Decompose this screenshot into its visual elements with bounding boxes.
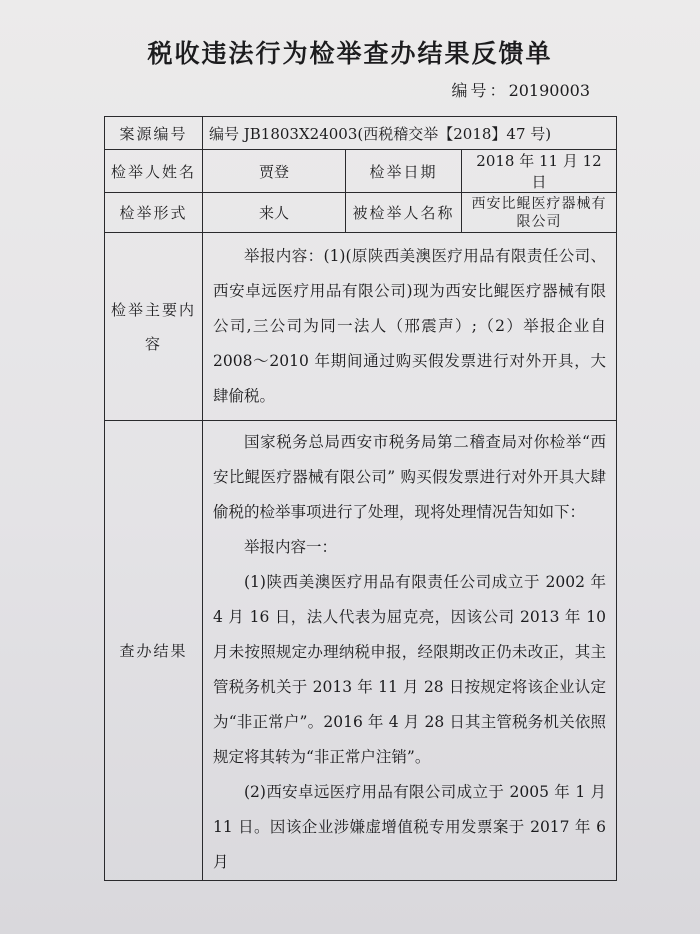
document-number-label: 编号： [451,81,509,100]
document-title: 税收违法行为检举查办结果反馈单 [147,39,553,68]
reporter-name-value: 贾登 [203,150,346,193]
feedback-form-table [104,116,617,881]
reporter-name-label: 检举人姓名 [105,150,203,193]
case-number-value: 编号 JB1803X24003(西税稽交举【2018】47 号) [203,117,617,150]
main-content-text: 举报内容：(1)(原陕西美澳医疗用品有限责任公司、西安卓远医疗用品有限公司)现为西安比鲲医疗器械有限公司,三公司为同一法人（邢震声）;（2）举报企业自2008～2010 年期间通过购买假发票进行对外开具，大肆偷税。 [213,247,607,405]
table-row [105,193,617,233]
result-cell [203,421,617,881]
table-row [105,421,617,881]
main-content-cell [203,233,617,421]
table-row [105,117,617,150]
reported-party-label: 被检举人名称 [346,193,462,233]
result-label: 查办结果 [105,421,203,881]
table-row [105,150,617,193]
report-form-label: 检举形式 [105,193,203,233]
result-paragraph: 举报内容一： [244,538,338,556]
report-form-value: 来人 [203,193,346,233]
report-date-label: 检举日期 [346,150,462,193]
case-number-label: 案源编号 [105,117,203,150]
result-paragraph: 国家税务总局西安市税务局第二稽查局对你检举“西安比鲲医疗器械有限公司” 购买假发票进行对外开具大肆偷税的检举事项进行了处理，现将处理情况告知如下： [213,433,607,521]
reported-party-value: 西安比鲲医疗器械有限公司 [462,193,617,233]
result-paragraph: (2)西安卓远医疗用品有限公司成立于 2005 年 1 月 11 日。因该企业涉嫌虚增值税专用发票案于 2017 年 6 月 [213,783,607,871]
main-content-label: 检举主要内容 [105,233,203,421]
report-date-value: 2018 年 11 月 12 日 [462,150,617,193]
table-row [105,233,617,421]
document-number-value: 20190003 [508,81,590,100]
document-number [452,78,590,101]
result-paragraph: (1)陕西美澳医疗用品有限责任公司成立于 2002 年 4 月 16 日，法人代表为屈克亮，因该公司 2013 年 10 月未按照规定办理纳税申报，经限期改正仍未改正，其主管税务机关于 2013 年 11 月 28 日按规定将该企业认定为“非正常户”。2016 年 4 月 28 日其主管税务机关依照规定将其转为“非正常户注销”。 [213,573,607,766]
